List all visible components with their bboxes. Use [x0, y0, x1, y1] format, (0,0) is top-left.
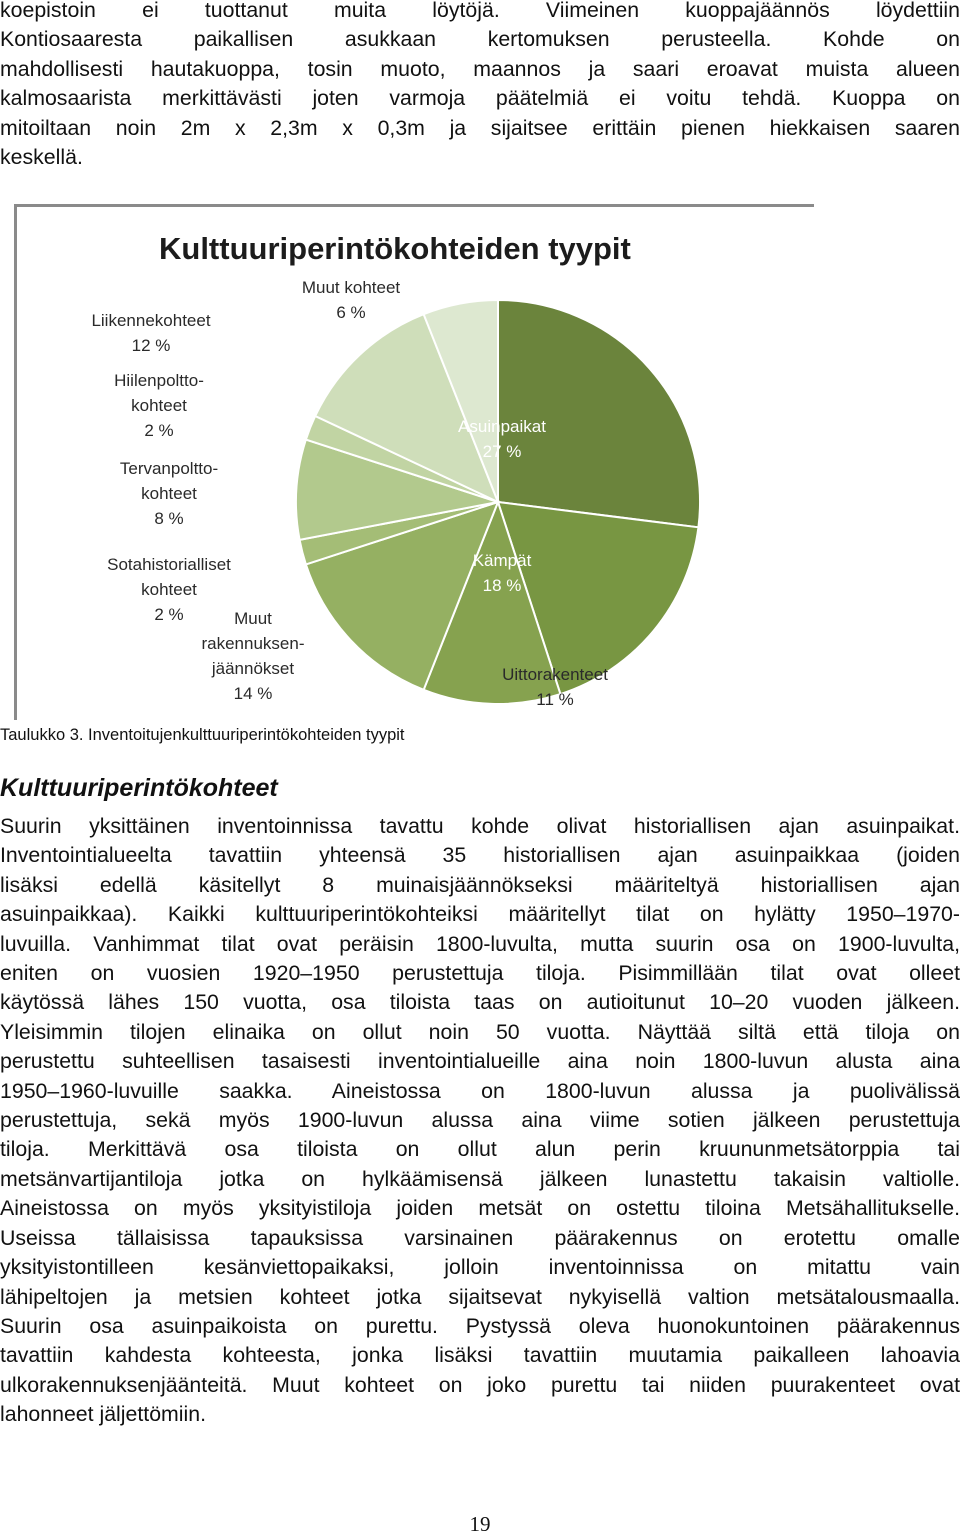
slice-label: Uittorakenteet — [502, 665, 608, 684]
body-line: Suurin yksittäinen inventoinnissa tavattu kohde olivat historiallisen ajan asuinpaikat. — [0, 814, 960, 838]
pie-chart-figure — [14, 204, 814, 720]
slice-label: Muut kohteet — [301, 278, 401, 297]
body-line: yksityistontilleen kesänviettopaikaksi, jolloin inventoinnissa on mitattu vain — [0, 1255, 960, 1280]
slice-label: Asuinpaikat — [458, 417, 546, 436]
pie-slice — [498, 300, 700, 527]
slice-label: 2 % — [144, 421, 174, 440]
pie-slices — [296, 300, 700, 704]
slice-label: Kämpät — [472, 551, 532, 570]
slice-label: kohteet — [141, 580, 197, 599]
slice-label: 6 % — [336, 303, 366, 322]
slice-label: 11 % — [536, 690, 574, 709]
body-line: Yleisimmin tilojen elinaika on ollut noin 50 vuotta. Näyttää siltä että tiloja on — [0, 1019, 960, 1044]
section-heading: Kulttuuriperintökohteet — [0, 774, 278, 802]
chart-title: Kulttuuriperintökohteiden tyypit — [159, 231, 631, 266]
slice-label: kohteet — [141, 484, 197, 503]
slice-label: kohteet — [131, 396, 187, 415]
intro-line: mitoiltaan noin 2m x 2,3m x 0,3m ja sijaitsee erittäin pienen hiekkaisen saaren — [0, 115, 960, 140]
intro-line: Kontiosaaresta paikallisen asukkaan kertomuksen perusteella. Kohde on — [0, 27, 960, 52]
page-number: 19 — [469, 1512, 491, 1536]
body-line: asuinpaikkaa). Kaikki kulttuuriperintökohteiksi määritellyt tilat on hylätty 1950–1970- — [0, 902, 960, 927]
intro-line: koepistoin ei tuottanut muita löytöjä. Viimeinen kuoppajäännös löydettiin — [0, 0, 960, 22]
body-line: metsänvartijantiloja jotka on hylkäämisensä jälkeen lunastettu takaisin valtiolle. — [0, 1166, 960, 1191]
intro-line: mahdollisesti hautakuoppa, tosin muoto, maannos ja saari eroavat muista alueen — [0, 56, 960, 81]
pie-chart — [14, 204, 814, 720]
body-line: tiloja. Merkittävä osa tiloista on ollut alun perin kruununmetsätorppia tai — [0, 1137, 960, 1162]
slice-label: 2 % — [154, 605, 184, 624]
body-line: perustettuja, sekä myös 1900-luvun alussa aina viime sotien jälkeen perustettuja — [0, 1108, 960, 1133]
body-paragraph — [0, 812, 960, 1430]
body-line: luvuilla. Vanhimmat tilat ovat peräisin 1800-luvulta, mutta suurin osa on 1900-luvulta, — [0, 931, 960, 956]
slice-label: jäännökset — [211, 659, 295, 678]
body-line: Useissa tällaisissa tapauksissa varsinainen päärakennus on erotettu omalle — [0, 1225, 960, 1250]
figure-caption: Taulukko 3. Inventoitujenkulttuuriperintökohteiden tyypit — [0, 726, 405, 744]
body-line: lahonneet jäljettömiin. — [0, 1402, 207, 1427]
body-line: eniten on vuosien 1920–1950 perustettuja tiloja. Pisimmillään tilat ovat olleet — [0, 961, 960, 986]
slice-label: rakennuksen- — [201, 634, 305, 653]
slice-label: 12 % — [131, 336, 171, 355]
slice-label: 14 % — [233, 684, 273, 703]
slice-label: Sotahistorialliset — [107, 555, 231, 574]
slice-label: 18 % — [482, 576, 522, 595]
body-line: käytössä lähes 150 vuotta, osa tiloista taas on autioitunut 10–20 vuoden jälkeen. — [0, 990, 960, 1015]
body-line: lähipeltojen ja metsien kohteet jotka sijaitsevat nykyisellä valtion metsätalousmaalla. — [0, 1284, 960, 1309]
body-line: 1950–1960-luvuille saakka. Aineistossa on 1800-luvun alussa ja puolivälissä — [0, 1078, 960, 1103]
slice-label: Muut — [234, 609, 272, 628]
slice-label: Tervanpoltto- — [119, 459, 219, 478]
body-line: lisäksi edellä käsitellyt 8 muinaisjäännökseksi määriteltyä historiallisen ajan — [0, 872, 960, 897]
body-line: tavattiin kahdesta kohteesta, jonka lisäksi tavattiin muutamia paikalleen lahoavia — [0, 1343, 960, 1368]
intro-paragraph — [0, 0, 960, 172]
body-line: Aineistossa on myös yksityistiloja joiden metsät on ostettu tiloina Metsähallitukselle. — [0, 1196, 960, 1221]
body-line: perustettu suhteellisen tasaisesti inventointialueille aina noin 1800-luvun alusta aina — [0, 1049, 960, 1074]
body-line: Inventointialueelta tavattiin yhteensä 35 historiallisen ajan asuinpaikkaa (joiden — [0, 843, 960, 868]
slice-label: 8 % — [154, 509, 184, 528]
intro-line: keskellä. — [0, 145, 83, 170]
slice-label: 27 % — [482, 442, 522, 461]
intro-line: kalmosaarista merkittävästi joten varmoja päätelmiä ei voitu tehdä. Kuoppa on — [0, 86, 960, 111]
slice-label: Liikennekohteet — [91, 311, 211, 330]
slice-label: Hiilenpoltto- — [114, 371, 204, 390]
body-line: Suurin osa asuinpaikoista on purettu. Pystyssä oleva huonokuntoinen päärakennus — [0, 1313, 960, 1338]
body-line: ulkorakennuksenjäänteitä. Muut kohteet on joko purettu tai niiden puurakenteet ovat — [0, 1372, 960, 1397]
